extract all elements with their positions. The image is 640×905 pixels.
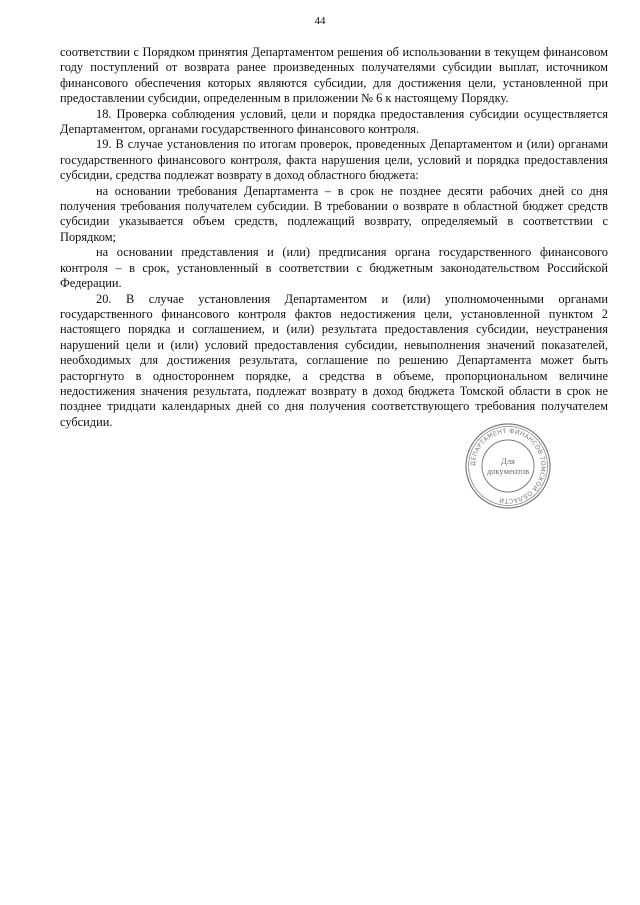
page-number: 44 xyxy=(314,15,326,27)
paragraph-continuation: соответствии с Порядком принятия Департаментом решения об использовании в текущем финансовом году поступлений от возврата ранее произведенных получателями субсидии выплат, источником финансового обеспечения которых являются субсидии, для достижения цели, установленной при предоставлении субсидии, определенным в приложении № 6 к настоящему Порядку. xyxy=(60,45,608,106)
stamp-ring-text: ДЕПАРТАМЕНТ ФИНАНСОВ ТОМСКОЙ ОБЛАСТИ xyxy=(469,427,547,505)
stamp-text-line1: Для xyxy=(501,456,515,466)
paragraph-19: 19. В случае установления по итогам проверок, проведенных Департаментом и (или) органами государственного финансового контроля, факта нарушения цели, условий и порядка предоставления субсидии, средства подлежат возврату в доход областного бюджета: xyxy=(60,137,608,183)
paragraph-20: 20. В случае установления Департаментом и (или) уполномоченными органами государственного финансового контроля фактов недостижения цели, установленной пунктом 2 настоящего порядка и соглашением, и (или) результата предоставления субсидии, неустранения нарушений цели и (или) условий предоставления субсидии, невыполнения значений показателей, необходимых для достижения результата, соглашение по решению Департамента может быть расторгнуто в одностороннем порядке, а средства в объеме, пропорциональном величине недостижения значения результата, подлежат возврату в доход бюджета Томской области в срок не позднее тридцати календарных дней со дня получения соответствующего требования получателем субсидии. xyxy=(60,291,608,429)
document-body xyxy=(60,45,608,430)
official-stamp xyxy=(464,422,552,510)
paragraph-19-representation: на основании представления и (или) предписания органа государственного финансового контроля – в срок, установленный в соответствии с бюджетным законодательством Российской Федерации. xyxy=(60,245,608,291)
paragraph-19-requirement: на основании требования Департамента – в срок не позднее десяти рабочих дней со дня получения требования получателем субсидии. В требовании о возврате в областной бюджет средств субсидии указывается объем средств, подлежащий возврату, определяемый в соответствии с Порядком; xyxy=(60,183,608,244)
stamp-text-line2: документов xyxy=(486,466,530,476)
paragraph-18: 18. Проверка соблюдения условий, цели и порядка предоставления субсидии осуществляется Департаментом, органами государственного финансового контроля. xyxy=(60,106,608,137)
stamp-seal-icon xyxy=(464,422,552,510)
